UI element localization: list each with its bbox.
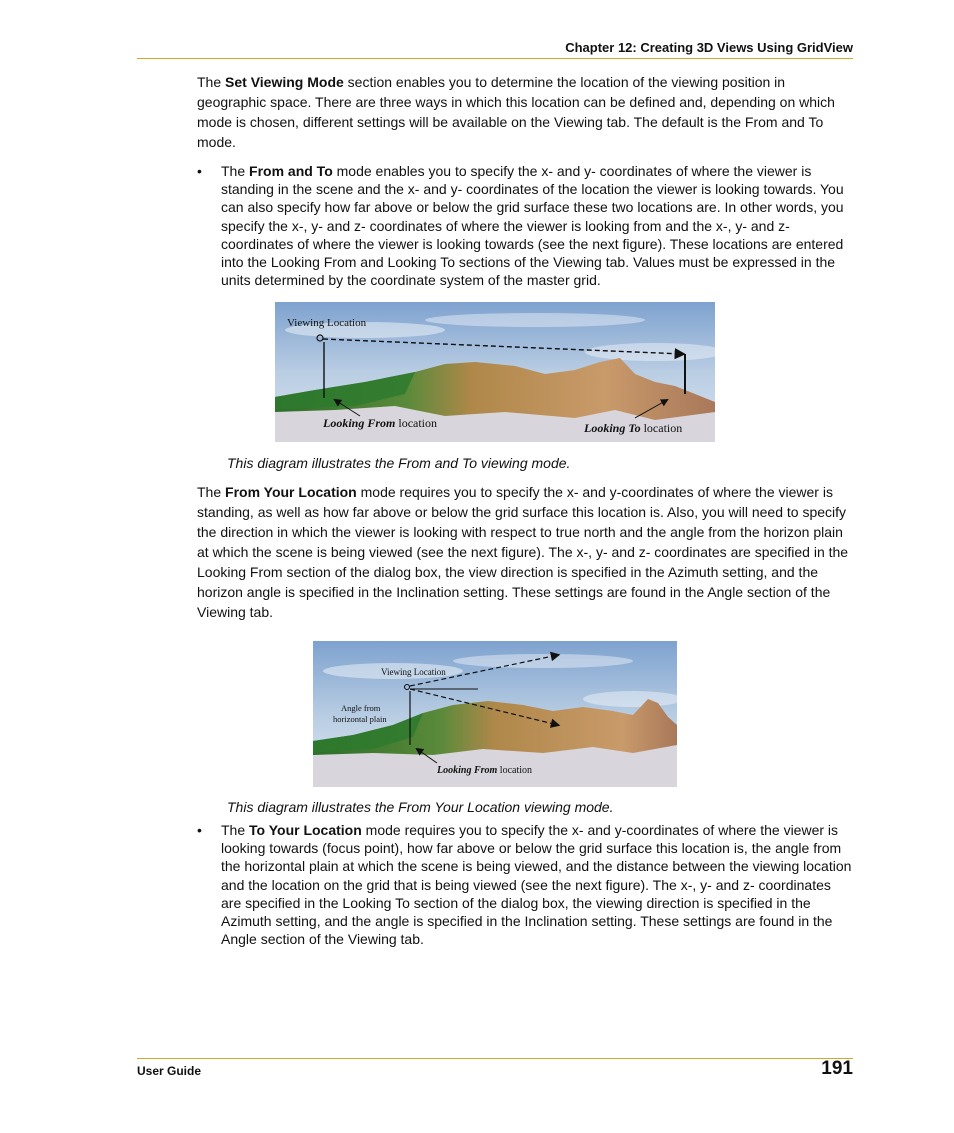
running-header: Chapter 12: Creating 3D Views Using GridView: [565, 40, 853, 55]
bullet-marker: •: [197, 822, 202, 838]
intro-paragraph: [197, 72, 853, 152]
para2-bold: From Your Location: [225, 484, 357, 500]
header-rule: [137, 58, 853, 59]
footer-title: User Guide: [137, 1064, 202, 1078]
bullet2-post: mode requires you to specify the x- and y-coordinates of where the viewer is looking towards (focus point), how far above or below the grid surface this location is, the angle from the horizontal plain at which the scene is being viewed, and the distance between the viewing location and the location on the grid that is being viewed (see the next figure). The x-, y- and z- coordinates are specified in the Looking To section of the dialog box, the viewing direction is specified in the Azimuth setting, and the angle is specified in the Inclination setting. These settings are found in the Angle section of the Viewing tab.: [221, 822, 852, 948]
bullet-to-your-location-text: [221, 821, 853, 948]
from-your-location-paragraph: [197, 482, 853, 622]
looking-from-label: [322, 416, 437, 430]
looking-from-rest: location: [395, 416, 438, 430]
bullet-marker: •: [197, 163, 202, 179]
bullet-from-and-to: [197, 162, 853, 289]
footer-rule: [137, 1058, 853, 1059]
angle-label-line1: Angle from: [341, 703, 381, 713]
looking-from-italic: Looking From: [323, 416, 396, 430]
bullet1-bold: From and To: [249, 163, 333, 179]
viewing-location-label: Viewing Location: [381, 667, 446, 677]
para2-post: mode requires you to specify the x- and y-coordinates of where the viewer is standing, as well as how far above or below the grid surface this location is. Also, you will need to specify the direction in which the viewer is looking with respect to true north and the angle from the horizon plain at which the scene is being viewed (see the next figure). The x-, y- and z- coordinates are specified in the Looking From section of the dialog box, the view direction is specified in the Azimuth setting, and the horizon angle is specified in the Inclination setting. These settings are found in the Angle section of the Viewing tab.: [197, 484, 849, 620]
looking-from-rest: location: [497, 765, 533, 776]
figure-from-and-to: [275, 302, 715, 442]
bullet1-post: mode enables you to specify the x- and y- coordinates of where the viewer is standing in the scene and the x- and y- coordinates of the location the viewer is looking towards. You can also specify how far above or below the grid surface these two locations are. In other words, you specify the x-, y- and z- coordinates of where the viewer is looking from and the x-, y- and z- coordinates of where the viewer is looking towards (see the next figure). These locations are entered into the Looking From and Looking To sections of the Viewing tab. Values must be expressed in the units determined by the coordinate system of the master grid.: [221, 163, 844, 289]
bullet1-pre: The: [221, 163, 250, 179]
page-number: 191: [821, 1058, 853, 1079]
looking-from-italic: Looking From: [437, 765, 498, 776]
looking-to-italic: Looking To: [584, 421, 641, 435]
figure-from-your-location: [313, 641, 677, 787]
intro-pre: The: [197, 74, 226, 90]
looking-from-label: [436, 765, 532, 776]
bullet2-bold: To Your Location: [249, 822, 362, 838]
looking-to-rest: location: [640, 421, 683, 435]
intro-post: section enables you to determine the location of the viewing position in geographic space. There are three ways in which this location can be defined and, depending on which mode is chosen, different settings will be available on the Viewing tab. The default is the From and To mode.: [197, 74, 835, 150]
para2-pre: The: [197, 484, 226, 500]
looking-to-label: [583, 421, 682, 435]
intro-bold: Set Viewing Mode: [225, 74, 344, 90]
angle-label-line2: horizontal plain: [333, 714, 387, 724]
figure2-caption: This diagram illustrates the From Your Location viewing mode.: [227, 799, 614, 815]
bullet-from-and-to-text: [221, 162, 853, 289]
figure1-caption: This diagram illustrates the From and To viewing mode.: [227, 455, 571, 471]
bullet2-pre: The: [221, 822, 250, 838]
viewing-location-label: Viewing Location: [287, 317, 367, 329]
bullet-to-your-location: [197, 821, 853, 948]
